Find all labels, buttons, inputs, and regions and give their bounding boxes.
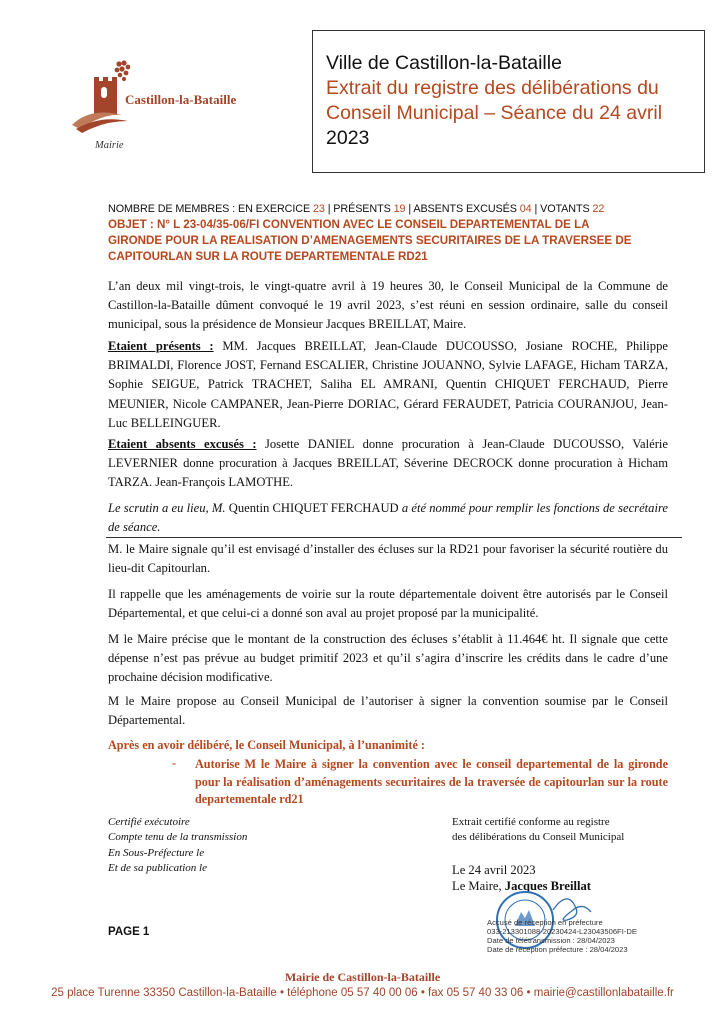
- presents-label: Etaient présents :: [108, 339, 214, 353]
- title-year: 2023: [326, 127, 370, 149]
- deliberation-subject: [108, 217, 668, 265]
- presents-paragraph: [108, 337, 668, 433]
- absents-paragraph: [108, 435, 668, 493]
- extract-certified: Extrait certifié conforme au registre des délibérations du Conseil Municipal: [452, 816, 625, 844]
- decision-intro: Après en avoir délibéré, le Conseil Municipal, à l’unanimité :: [108, 738, 425, 752]
- scrutin-paragraph: Le scrutin a eu lieu, M. Quentin CHIQUET FERCHAUD a été nommé pour remplir les fonctions de secrétaire de séance.: [108, 501, 668, 535]
- presents-list: MM. Jacques BREILLAT, Jean-Claude DUCOUSSO, Josiane ROCHE, Philippe BRIMALDI, Florence JOST, Fernand ESCALIER, Christine JOUANNO, Sylvie LAFAGE, Hicham TARZA, Sophie SEIGUE, Patrick TRACHET, Saliha EL AMRANI, Quentin CHIQUET FERCHAUD, Pierre MEUNIER, Nicole CAMPANER, Jean-Pierre DORIAC, Gérard FERAUDET, Patricia COURANJOU, Jean-Luc BELLEINGUER.: [108, 339, 668, 430]
- footer-address: 25 place Turenne 33350 Castillon-la-Bataille • téléphone 05 57 40 00 06 • fax 05 57 40 33 06 • mairie@castillonlabataille.fr: [51, 987, 674, 999]
- body-paragraph-4: M le Maire propose au Conseil Municipal de l’autoriser à signer la convention soumise par le Conseil Départemental.: [108, 694, 668, 728]
- mayor-name: Jacques Breillat: [501, 879, 591, 893]
- members-count: NOMBRE DE MEMBRES : EN EXERCICE 23 | PRÉSENTS 19 | ABSENTS EXCUSÉS 04 | VOTANTS 22: [108, 203, 605, 215]
- title-box: [312, 30, 705, 173]
- page-number: PAGE 1: [108, 926, 150, 938]
- town-logo: [70, 55, 130, 140]
- subject-line-2: GIRONDE POUR LA REALISATION D’AMENAGEMENTS SECURITAIRES DE LA TRAVERSEE DE: [108, 234, 632, 247]
- title-extract: Extrait du registre des délibérations du: [326, 77, 659, 99]
- members-exercice: 23: [312, 203, 325, 215]
- certification-block: Certifié exécutoire Compte tenu de la transmission En Sous-Préfecture le Et de sa publication le: [108, 816, 248, 874]
- subject-line-1: OBJET : N° L 23-04/35-06/FI CONVENTION AVEC LE CONSEIL DEPARTEMENTAL DE LA: [108, 218, 590, 231]
- logo-caption: Mairie: [95, 140, 124, 151]
- body-paragraph-3: M le Maire précise que le montant de la construction des écluses s’établit à 11.464€ ht. Il signale que cette dépense n’est pas prévue au budget primitif 2023 et qu’il s’agira d’inscrire les crédits dans le cadre d’une prochaine décision modificative.: [108, 632, 668, 685]
- castle-logo-icon: [70, 55, 130, 140]
- footer-mairie: Mairie de Castillon-la-Bataille: [284, 970, 441, 984]
- members-absents: 04: [519, 203, 532, 215]
- members-votants: 22: [592, 203, 605, 215]
- body-paragraph-1: M. le Maire signale qu’il est envisagé d’installer des écluses sur la RD21 pour favoriser la sécurité routière du lieu-dit Capitourlan.: [108, 542, 668, 576]
- logo-town-name: Castillon-la-Bataille: [125, 92, 237, 107]
- members-presents: 19: [393, 203, 406, 215]
- signature-date: Le 24 avril 2023: [452, 863, 536, 877]
- absents-list: Josette DANIEL donne procuration à Jean-Claude DUCOUSSO, Valérie LEVERNIER donne procuration à Jacques BREILLAT, Séverine DECROCK donne procuration à Hicham TARZA. Jean-François LAMOTHE.: [108, 437, 668, 490]
- intro-paragraph: L’an deux mil vingt-trois, le vingt-quatre avril à 19 heures 30, le Conseil Municipal de la Commune de Castillon-la-Bataille dûment convoqué le 19 avril 2023, s’est réuni en session ordinaire, salle du conseil municipal, sous la présidence de Monsieur Jacques BREILLAT, Maire.: [108, 279, 668, 332]
- prefecture-receipt: Accusé de réception en préfecture 033-213301088-20230424-L23043506FI-DE Date de télétransmission : 28/04/2023 Date de réception préfecture : 28/04/2023: [487, 918, 637, 954]
- title-city: Ville de Castillon-la-Bataille: [326, 52, 562, 74]
- secretary-name: Quentin CHIQUET FERCHAUD: [225, 501, 402, 515]
- decision-item: Autorise M le Maire à signer la convention avec le conseil departemental de la gironde pour la réalisation d’aménagements securitaires de la traversée de capitourlan sur la route departementale rd21: [195, 757, 668, 806]
- separator-line: [106, 537, 682, 538]
- signature-block: Le 24 avril 2023 Le Maire, Jacques Breillat: [452, 863, 591, 893]
- body-paragraph-2: Il rappelle que les aménagements de voirie sur la route départementale doivent être autorisés par le Conseil Départemental, et que celui-ci a donné son aval au projet proposé par la municipalité.: [108, 587, 668, 621]
- title-seance: Conseil Municipal – Séance du 24 avril: [326, 102, 663, 124]
- absents-label: Etaient absents excusés :: [108, 437, 257, 451]
- decision-dash: -: [172, 756, 177, 770]
- subject-line-3: CAPITOURLAN SUR LA ROUTE DEPARTEMENTALE RD21: [108, 250, 428, 263]
